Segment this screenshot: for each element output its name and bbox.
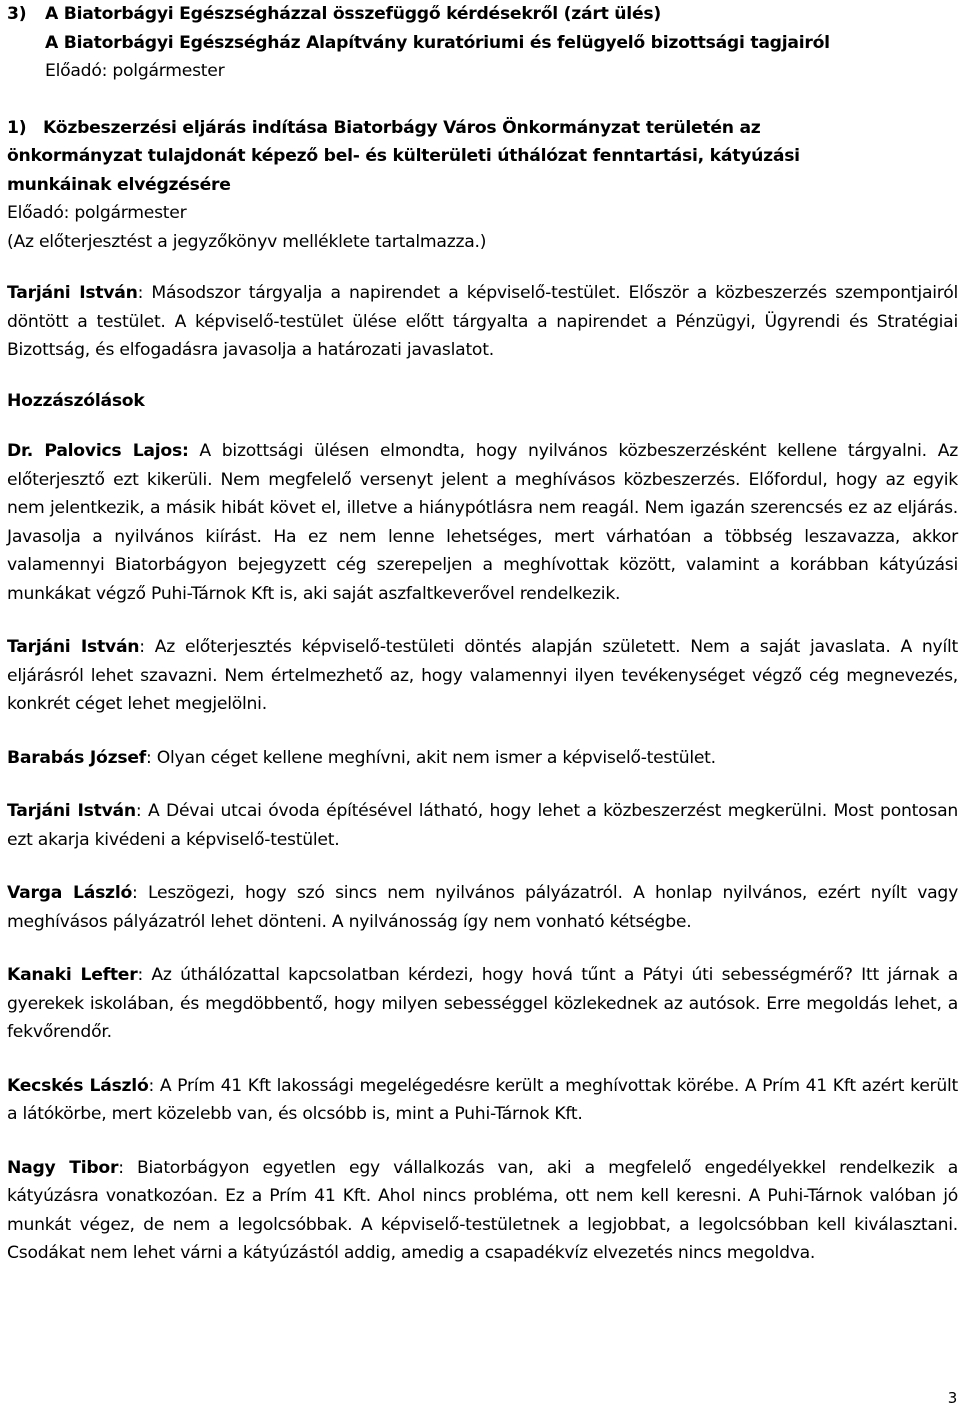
speaker-name: Kanaki Lefter xyxy=(7,965,138,985)
agenda-item-1-title: 1) Közbeszerzési eljárás indítása Biatorbágy Város Önkormányzat területén az xyxy=(7,114,958,143)
speech-text: : Az úthálózattal kapcsolatban kérdezi, hogy hová tűnt a Pátyi úti sebességmérő? Itt járnak a gyerekek iskolában, és megdöbbentő, hogy milyen sebességgel közlekednek az autósok. Erre megoldás lehet, a fekvőrendőr. xyxy=(7,965,958,1042)
speech-text: : Leszögezi, hogy szó sincs nem nyilvános pályázatról. A honlap nyilvános, ezért nyílt vagy meghívásos pályázatról lehet dönteni. A nyilvánosság így nem vonható kétségbe. xyxy=(7,883,958,932)
comment-paragraph xyxy=(7,879,958,936)
document-page xyxy=(7,0,958,1268)
agenda-item-1-presenter: Előadó: polgármester xyxy=(7,203,187,223)
speaker-name: Nagy Tibor xyxy=(7,1157,119,1178)
agenda-item-3-subtitle: A Biatorbágyi Egészségház Alapítvány kuratóriumi és felügyelő bizottsági tagjairól xyxy=(45,32,830,53)
speaker-name: Tarjáni István xyxy=(7,283,138,303)
agenda-item-1-title-line-2: önkormányzat tulajdonát képező bel- és külterületi úthálózat fenntartási, kátyúzási xyxy=(7,146,800,166)
speaker-name: Kecskés László xyxy=(7,1075,149,1096)
intro-paragraph xyxy=(7,279,958,365)
speech-text: : Olyan céget kellene meghívni, akit nem ismer a képviselő-testület. xyxy=(145,747,716,768)
speech-text: : Biatorbágyon egyetlen egy vállalkozás van, aki a megfelelő engedélyekkel rendelkezik a kátyúzásra vonatkozóan. Ez a Prím 41 Kft. Ahol nincs probléma, ott nem kell keresni. A Puhi-Tárnok valóban jó munkát végez, de nem a legolcsóbbak. A képviselő-testületnek a legjobbat, a legolcsóbban kell kiválasztani. Csodákat nem lehet várni a kátyúzástól addig, amedig a csapadékvíz elvezetés nincs megoldva. xyxy=(7,1157,958,1263)
speech-text: A bizottsági ülésen elmondta, hogy nyilvános közbeszerzésként kellene tárgyalni. Az előterjesztő ezt kikerüli. Nem megfelelő versenyt jelent a meghívásos közbeszerzés. Előfordul, hogy az egyik nem jelentkezik, a másik hibát követ el, illetve a hiánypótlásra nem reagál. Nem igazán szerencsés ez az eljárás. Javasolja a nyilvános kiírást. Ha ez nem lenne lehetséges, mert várhatóan a többség leszavazza, akkor valamennyi Biatorbágyon bejegyzett cég szerepeljen a meghívottak között, valamint a korábban kátyúzási munkákat végző Puhi-Tárnok Kft is, aki saját aszfaltkeverővel rendelkezik. xyxy=(7,441,958,604)
speaker-name: Tarjáni István xyxy=(7,637,140,657)
comment-paragraph xyxy=(7,1072,958,1129)
agenda-item-1 xyxy=(7,114,958,257)
speaker-name: Tarjáni István xyxy=(7,801,136,821)
section-title: Hozzászólások xyxy=(7,390,145,411)
comment-paragraph xyxy=(7,437,958,608)
agenda-item-1-title-line-3: munkáinak elvégzésére xyxy=(7,174,231,195)
speech-text: : A Dévai utcai óvoda építésével látható, hogy lehet a közbeszerzést megkerülni. Most pontosan ezt akarja kivédeni a képviselő-testület. xyxy=(7,801,958,850)
agenda-item-3 xyxy=(7,0,958,86)
agenda-number: 1) xyxy=(7,117,27,138)
comment-paragraph xyxy=(7,744,958,773)
speaker-name: Dr. Palovics Lajos: xyxy=(7,441,189,461)
agenda-item-1-note: (Az előterjesztést a jegyzőkönyv melléklete tartalmazza.) xyxy=(7,231,487,252)
comment-paragraph xyxy=(7,633,958,719)
comment-paragraph xyxy=(7,1154,958,1268)
speech-text: : Másodszor tárgyalja a napirendet a képviselő-testület. Először a közbeszerzés szempontjairól döntött a testület. A képviselő-testület ülése előtt tárgyalta a napirendet a Pénzügyi, Ügyrendi és Stratégiai Bizottság, és elfogadásra javasolja a határozati javaslatot. xyxy=(7,283,958,360)
speaker-name: Varga László xyxy=(7,883,133,903)
speaker-name: Barabás József xyxy=(7,747,146,768)
speech-text: : Az előterjesztés képviselő-testületi döntés alapján született. Nem a saját javaslata. A nyílt eljárásról lehet szavazni. Nem értelmezhető az, hogy valamennyi ilyen tevékenységet végző cég megnevezés, konkrét céget lehet megjelölni. xyxy=(7,637,958,714)
page-number: 3 xyxy=(947,1389,957,1407)
comment-paragraph xyxy=(7,797,958,854)
comment-paragraph xyxy=(7,961,958,1047)
speech-text: : A Prím 41 Kft lakossági megelégedésre került a meghívottak körébe. A Prím 41 Kft azért került a látókörbe, mert közelebb van, és olcsóbb is, mint a Puhi-Tárnok Kft. xyxy=(7,1075,958,1124)
agenda-item-3-title: 3) A Biatorbágyi Egészségházzal összefüggő kérdésekről (zárt ülés) xyxy=(7,0,958,29)
agenda-number: 3) xyxy=(7,4,27,24)
agenda-item-3-presenter: Előadó: polgármester xyxy=(45,61,225,81)
